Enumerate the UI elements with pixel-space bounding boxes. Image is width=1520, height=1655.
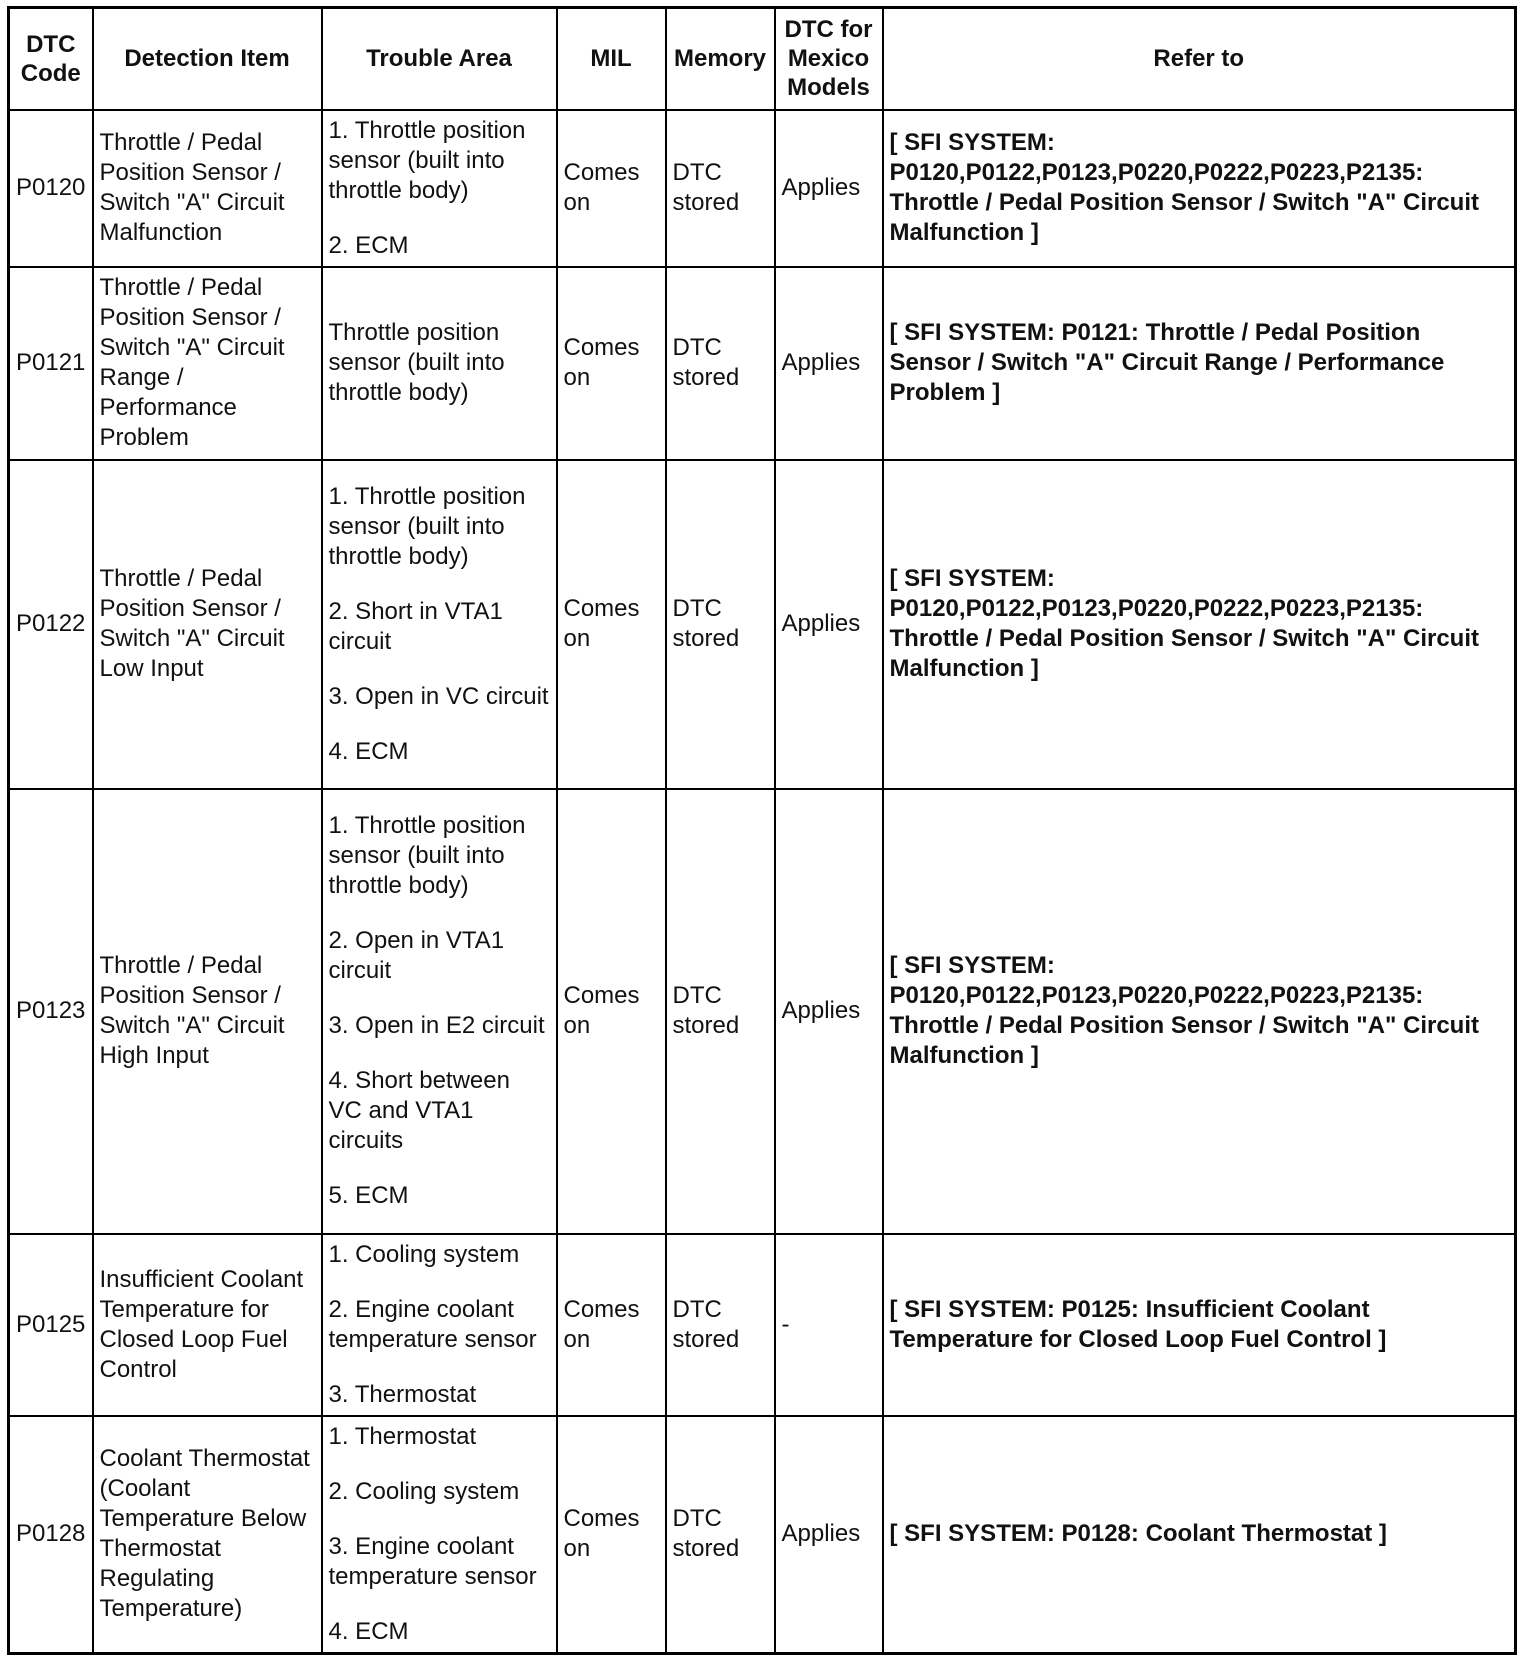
mil-status: Comes on: [557, 267, 666, 460]
dtc-code: P0121: [9, 267, 93, 460]
header-dtc-code: DTC Code: [9, 8, 93, 110]
trouble-area: [322, 460, 557, 789]
trouble-item: 3. Open in VC circuit: [328, 682, 549, 710]
memory-status: DTC stored: [666, 1234, 775, 1416]
refer-link[interactable]: [ SFI SYSTEM: P0121: Throttle / Pedal Position Sensor / Switch "A" Circuit Range / Performance Problem ]: [883, 267, 1516, 460]
mil-status: Comes on: [557, 789, 666, 1234]
trouble-item: 1. Throttle position sensor (built into throttle body): [328, 812, 526, 899]
header-mexico-models: DTC for Mexico Models: [775, 8, 883, 110]
table-row: [9, 267, 1516, 460]
table-row: [9, 1234, 1516, 1416]
detection-item: Insufficient Coolant Temperature for Closed Loop Fuel Control: [93, 1234, 322, 1416]
memory-status: DTC stored: [666, 460, 775, 789]
memory-status: DTC stored: [666, 110, 775, 267]
trouble-item: Throttle position sensor (built into throttle body): [328, 319, 505, 406]
table-row: [9, 460, 1516, 789]
mexico-applicability: Applies: [775, 789, 883, 1234]
table-row: [9, 110, 1516, 267]
trouble-item: 5. ECM: [328, 1182, 409, 1209]
trouble-item: 4. Short between VC and VTA1 circuits: [328, 1067, 510, 1154]
trouble-area: [322, 110, 557, 267]
header-row: [9, 8, 1516, 110]
mexico-applicability: Applies: [775, 460, 883, 789]
mexico-applicability: Applies: [775, 1416, 883, 1654]
memory-status: DTC stored: [666, 1416, 775, 1654]
dtc-code: P0125: [9, 1234, 93, 1416]
refer-link[interactable]: [ SFI SYSTEM: P0120,P0122,P0123,P0220,P0222,P0223,P2135: Throttle / Pedal Position Sensor / Switch "A" Circuit Malfunction ]: [883, 460, 1516, 789]
trouble-item: 1. Throttle position sensor (built into throttle body): [328, 482, 526, 570]
header-refer-to: Refer to: [883, 8, 1516, 110]
trouble-item: 3. Open in E2 circuit: [328, 1012, 545, 1039]
detection-item: Throttle / Pedal Position Sensor / Switch "A" Circuit Range / Performance Problem: [93, 267, 322, 460]
refer-link[interactable]: [ SFI SYSTEM: P0125: Insufficient Coolant Temperature for Closed Loop Fuel Control ]: [883, 1234, 1516, 1416]
trouble-item: 2. Cooling system: [328, 1477, 520, 1505]
trouble-area: [322, 267, 557, 460]
refer-link[interactable]: [ SFI SYSTEM: P0120,P0122,P0123,P0220,P0222,P0223,P2135: Throttle / Pedal Position Sensor / Switch "A" Circuit Malfunction ]: [883, 110, 1516, 267]
refer-link[interactable]: [ SFI SYSTEM: P0120,P0122,P0123,P0220,P0222,P0223,P2135: Throttle / Pedal Position Sensor / Switch "A" Circuit Malfunction ]: [883, 789, 1516, 1234]
detection-item: Throttle / Pedal Position Sensor / Switch "A" Circuit Malfunction: [93, 110, 322, 267]
detection-item: Throttle / Pedal Position Sensor / Switch "A" Circuit Low Input: [93, 460, 322, 789]
dtc-document: [7, 6, 1517, 1655]
dtc-code: P0123: [9, 789, 93, 1234]
trouble-area: [322, 1416, 557, 1654]
dtc-code: P0122: [9, 460, 93, 789]
trouble-item: 4. ECM: [328, 737, 409, 765]
trouble-item: 3. Engine coolant temperature sensor: [328, 1532, 537, 1590]
header-detection-item: Detection Item: [93, 8, 322, 110]
mil-status: Comes on: [557, 110, 666, 267]
dtc-code: P0128: [9, 1416, 93, 1654]
trouble-item: 2. Short in VTA1 circuit: [328, 597, 503, 655]
trouble-item: 3. Thermostat: [328, 1380, 477, 1408]
table-row: [9, 789, 1516, 1234]
trouble-area: [322, 789, 557, 1234]
header-memory: Memory: [666, 8, 775, 110]
header-mil: MIL: [557, 8, 666, 110]
trouble-item: 2. Open in VTA1 circuit: [328, 927, 505, 984]
trouble-item: 4. ECM: [328, 1617, 409, 1645]
trouble-item: 2. Engine coolant temperature sensor: [328, 1295, 537, 1353]
memory-status: DTC stored: [666, 789, 775, 1234]
mil-status: Comes on: [557, 1416, 666, 1654]
mexico-applicability: Applies: [775, 110, 883, 267]
detection-item: Throttle / Pedal Position Sensor / Switch "A" Circuit High Input: [93, 789, 322, 1234]
dtc-table: [7, 6, 1517, 1655]
trouble-area: [322, 1234, 557, 1416]
refer-link[interactable]: [ SFI SYSTEM: P0128: Coolant Thermostat ]: [883, 1416, 1516, 1654]
trouble-item: 1. Throttle position sensor (built into throttle body): [328, 116, 526, 204]
dtc-code: P0120: [9, 110, 93, 267]
mexico-applicability: -: [775, 1234, 883, 1416]
mil-status: Comes on: [557, 460, 666, 789]
trouble-item: 2. ECM: [328, 231, 409, 259]
header-trouble-area: Trouble Area: [322, 8, 557, 110]
mil-status: Comes on: [557, 1234, 666, 1416]
table-row: [9, 1416, 1516, 1654]
trouble-item: 1. Cooling system: [328, 1240, 520, 1268]
mexico-applicability: Applies: [775, 267, 883, 460]
trouble-item: 1. Thermostat: [328, 1422, 477, 1450]
memory-status: DTC stored: [666, 267, 775, 460]
detection-item: Coolant Thermostat (Coolant Temperature Below Thermostat Regulating Temperature): [93, 1416, 322, 1654]
